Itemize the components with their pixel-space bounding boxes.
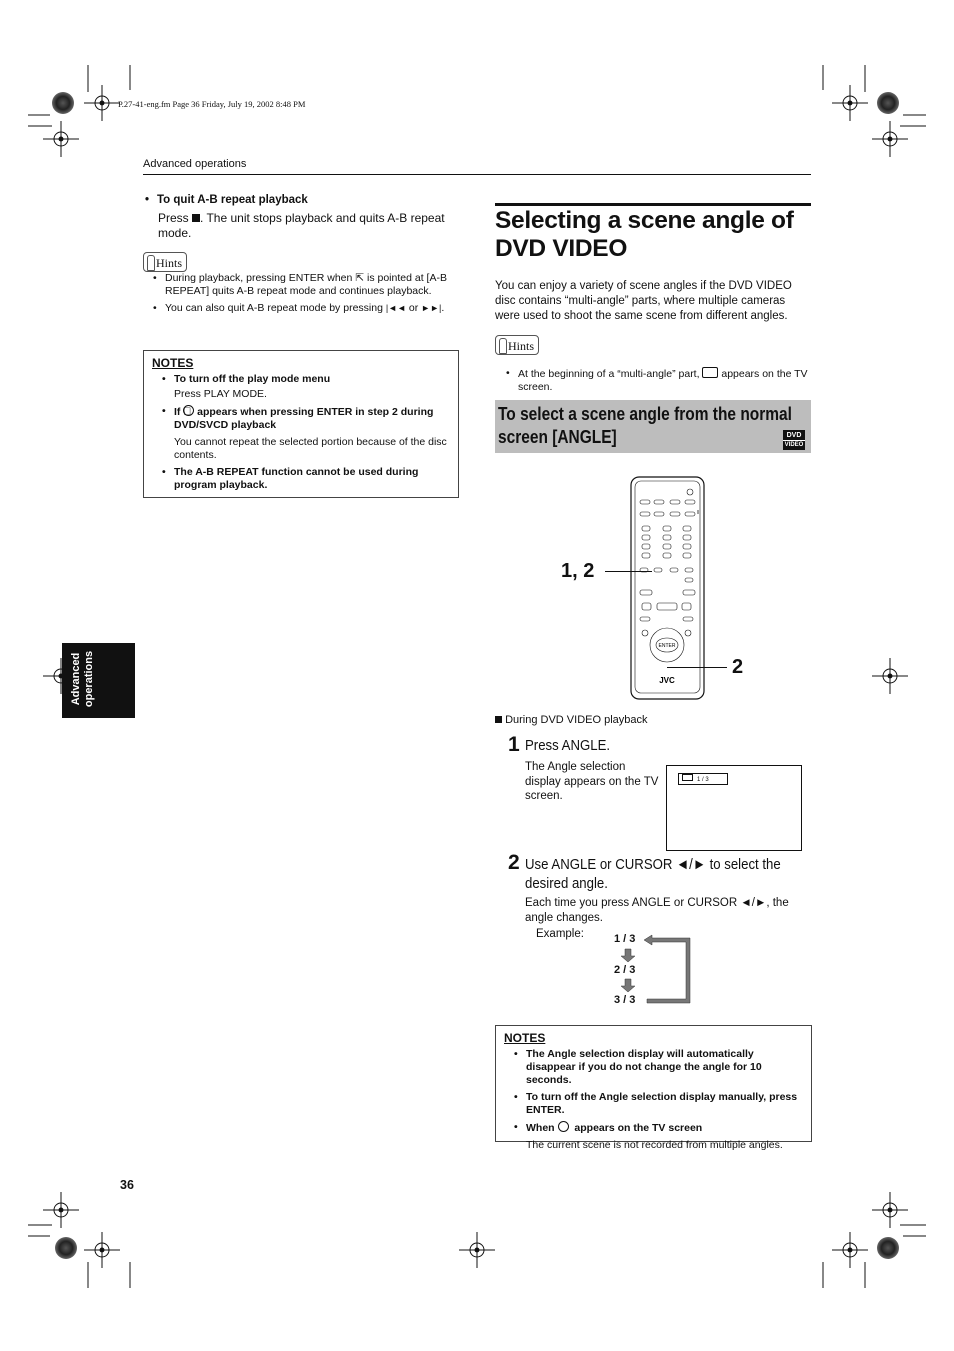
quit-ab-body: Press . The unit stops playback and quits A-B repeat mode.: [158, 211, 445, 240]
prohibited-icon-circle: [183, 405, 194, 416]
right-hint-item: • At the beginning of a “multi-angle” part, appears on the TV screen.: [504, 367, 824, 394]
callout-line-1-2: [605, 571, 652, 572]
example-step: 2 / 3: [614, 964, 636, 976]
color-target-bottom-right: [877, 1237, 899, 1259]
note-body: Press PLAY MODE.: [174, 388, 267, 400]
section-band: [495, 400, 811, 453]
step2-body: Each time you press ANGLE or CURSOR ◄/►, the angle changes.: [525, 897, 789, 924]
note-title: • If appears when pressing ENTER in step 2 during DVD/SVCD playback: [160, 405, 450, 432]
notes-title: NOTES: [504, 1031, 546, 1045]
note-title: • To turn off the Angle selection display manually, press ENTER.: [512, 1091, 803, 1117]
stop-icon: [192, 214, 200, 222]
side-tab-line1: Advanced: [70, 652, 82, 706]
header-rule: [143, 174, 811, 175]
file-stamp: P.27-41-eng.fm Page 36 Friday, July 19, 2002 8:48 PM: [118, 99, 306, 109]
side-tab: [62, 643, 135, 718]
page-title: Selecting a scene angle of DVD VIDEO: [495, 207, 794, 262]
hints-badge-right: Hints: [495, 335, 539, 355]
left-hint-item: • During playback, pressing ENTER when ⇱ is pointed at [A-B REPEAT] quits A-B repeat mode and continues playback.: [151, 272, 451, 298]
prohibited-icon: [558, 1121, 569, 1132]
intro-paragraph: You can enjoy a variety of scene angles if the DVD VIDEO disc contains “multi-angle” parts, where multiple cameras were used to shoot the same scene from different angles.: [495, 280, 792, 322]
hints-badge-left: Hints: [143, 252, 187, 272]
title-rule: [495, 203, 811, 206]
side-tab-line2: operations: [83, 650, 95, 708]
note-title: • When appears on the TV screen: [512, 1121, 803, 1135]
step1-number: 1: [508, 733, 520, 756]
note-body: The current scene is not recorded from multiple angles.: [526, 1139, 783, 1151]
remote-enter-label: ENTER: [658, 643, 676, 649]
note-title: • The A-B REPEAT function cannot be used during program playback.: [160, 466, 450, 492]
dvd-video-badge: DVD VIDEO: [784, 432, 804, 448]
callout-line-2: [667, 667, 727, 668]
left-notes-box: [143, 350, 459, 498]
color-target-top-right: [877, 92, 899, 114]
skip-forward-icon: ►►|: [421, 303, 442, 313]
callout-step-2: 2: [732, 656, 744, 678]
note-title: • The Angle selection display will automatically disappear if you do not change the angle for 10 seconds.: [512, 1048, 803, 1087]
right-notes-box: [495, 1025, 812, 1151]
angle-camera-icon: [702, 367, 718, 378]
step1-title: Press ANGLE.: [525, 737, 611, 754]
callout-steps-1-2: 1, 2: [561, 560, 595, 582]
angle-indicator-value: 1 / 3: [697, 777, 709, 783]
note-title: • To turn off the play mode menu: [160, 373, 450, 386]
section-heading: To select a scene angle from the normal screen [ANGLE]: [498, 404, 792, 447]
color-target-bottom-left: [55, 1237, 77, 1259]
during-playback-label: During DVD VIDEO playback: [495, 714, 648, 726]
example-label: Example:: [536, 928, 584, 940]
return-bracket-arrow: [644, 935, 690, 1003]
down-arrow-icon: [621, 949, 635, 962]
step1-body: The Angle selection display appears on the TV screen.: [525, 761, 659, 802]
pointer-cursor-icon: ⇱: [355, 272, 365, 284]
tv-screen-mock: [666, 765, 802, 851]
notes-title: NOTES: [152, 356, 194, 370]
example-step: 1 / 3: [614, 933, 636, 945]
left-hints-list: [151, 272, 451, 315]
example-cycle-arrows: [610, 930, 700, 1010]
down-arrow-icon: [621, 979, 635, 992]
quit-ab-title: • To quit A-B repeat playback: [143, 194, 954, 206]
angle-indicator: [678, 773, 728, 785]
remote-brand: JVC: [659, 676, 675, 685]
page-number: 36: [120, 1178, 134, 1192]
skip-back-icon: |◄◄: [385, 303, 406, 313]
example-step: 3 / 3: [614, 994, 636, 1006]
square-bullet-icon: [495, 716, 502, 723]
step2-title: Use ANGLE or CURSOR ◄/► to select the desired angle.: [525, 856, 781, 892]
angle-camera-icon: [682, 774, 693, 781]
note-body: You cannot repeat the selected portion because of the disc contents.: [174, 436, 447, 461]
step2-number: 2: [508, 851, 520, 874]
running-header: Advanced operations: [143, 158, 247, 170]
color-target-top-left: [52, 92, 74, 114]
left-hint-item: • You can also quit A-B repeat mode by pressing |◄◄ or ►►|.: [151, 302, 451, 315]
